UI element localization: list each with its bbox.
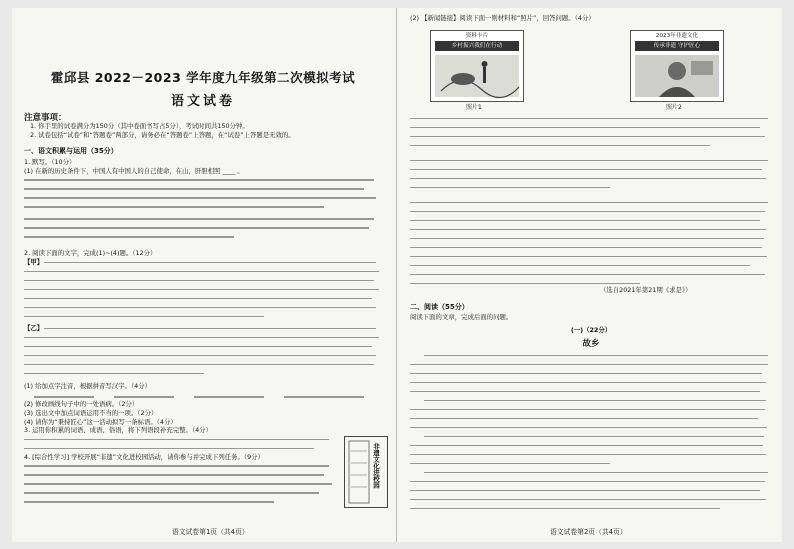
source-note: （选自2021年第21期《求是》） [600, 286, 692, 294]
question-2-2: (2) 修改画线句子中的一处语病。（2分） [24, 400, 139, 409]
question-news-link: (2) 【新闻链接】阅读下面一则材料和“照片”，回答问题。（4分） [410, 14, 595, 22]
right-question-text-block [410, 114, 772, 304]
notice-list [30, 122, 384, 140]
subject-title: 语文试卷 [170, 94, 235, 109]
photo-2-banner: 传承非遗 守护匠心 [635, 41, 719, 51]
passage-title: 故乡 [582, 339, 600, 349]
heritage-stamp-image [344, 436, 388, 508]
page-divider [396, 8, 397, 542]
photo-1-caption: 资料卡片 [431, 31, 523, 39]
photo-1 [430, 30, 524, 102]
question-1-text-lines [24, 175, 382, 215]
page-right [400, 8, 782, 542]
page-footer-left: 语文试卷第1页（共4页） [172, 528, 249, 536]
photo-1-banner: 乡村振兴我们在行动 [435, 41, 519, 51]
exam-sheet [12, 8, 782, 542]
passage-yi [24, 324, 382, 382]
passage-number: (一)（22分） [570, 326, 612, 334]
farmer-ox-illustration [431, 31, 523, 101]
passage-yi-label: 【乙】 [24, 323, 44, 332]
passage-body [410, 352, 772, 522]
question-3: 3. 运用你积累的词语、成语、俗语，将下列语段补充完整。（4分） [24, 426, 212, 435]
stamp-frame-graphic [345, 437, 387, 507]
photo-2-label: 照片2 [666, 104, 682, 111]
question-2-1: (1) 给加点字注音，根据拼音写汉字。（4分） [24, 381, 151, 390]
notice-heading: 注意事项： [24, 113, 67, 123]
section-1-heading: 一、语文积累与运用（35分） [24, 147, 118, 155]
notice-item-1: 1. 你手里的试卷满分为150分（其中卷面书写占5分），考试时间共150分钟。 [30, 122, 249, 130]
passage-jia [24, 258, 382, 324]
stamp-text: 非遗文化进校园 [372, 443, 380, 489]
notice-item-2: 2. 试卷包括“试卷”和“答题卷”两部分，请务必在“答题卷”上答题，在“试卷”上答题是无效的。 [30, 131, 295, 139]
question-1-1: (1) 在新的历史条件下，中国人有中国人的自己使命，在山，肝胆相照 ____ 。 [24, 166, 244, 175]
question-3-lines [24, 435, 334, 453]
question-4-lines [24, 461, 336, 509]
question-2-4: (4) 请你为“秉持匠心”这一活动拟写一条标语。（4分） [24, 417, 177, 426]
answer-blanks [24, 390, 382, 400]
section-2-heading: 二、阅读（55分） [410, 303, 469, 311]
portrait-illustration [631, 31, 723, 101]
question-2-3: (3) 选出文中加点词语运用不当的一项。（2分） [24, 408, 158, 417]
question-1-2-lines [24, 215, 382, 243]
question-2: 2. 阅读下面的文字，完成(1)~(4)题。（12分） [24, 249, 157, 258]
question-4: 4. [综合性学习] 学校开展“非遗”文化进校园活动，请你参与并完成下列任务。（9分） [24, 452, 264, 461]
photo-2-caption: 2023年非遗文化 [631, 31, 723, 39]
page-left [12, 8, 394, 542]
exam-title: 霍邱县 2022－2023 学年度九年级第二次模拟考试 [50, 70, 356, 85]
passage-jia-label: 【甲】 [24, 257, 44, 266]
section-2-instruction: 阅读下面的文章，完成后面的问题。 [410, 313, 513, 321]
photo-1-label: 照片1 [466, 104, 482, 111]
photo-2 [630, 30, 724, 102]
section-1 [24, 146, 382, 509]
page-footer-right: 语文试卷第2页（共4页） [550, 528, 627, 536]
question-1: 1. 默写。（10分） [24, 158, 76, 166]
